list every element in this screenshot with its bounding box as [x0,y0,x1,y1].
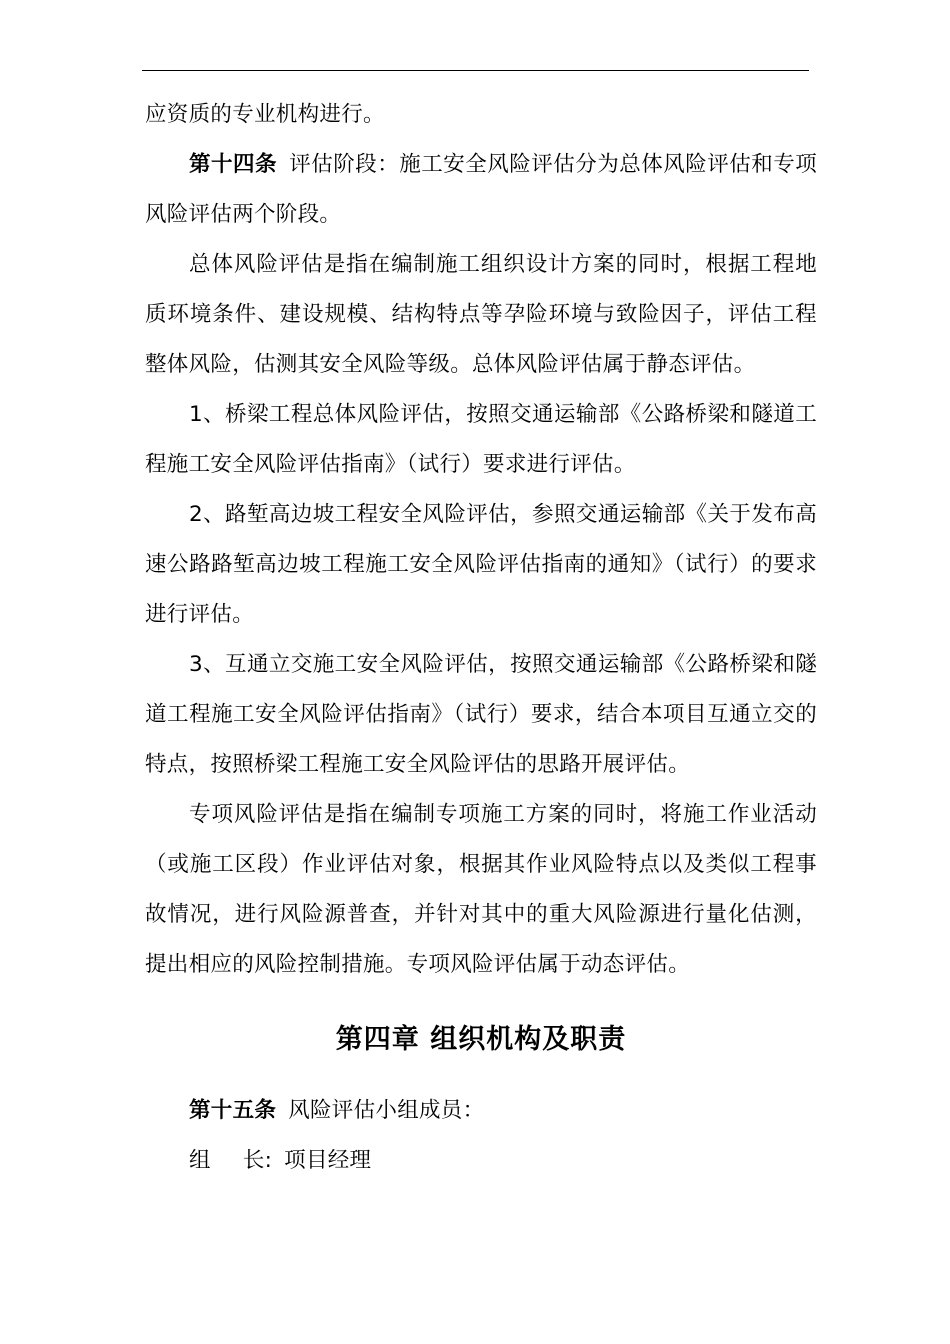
article-14-text: 评估阶段：施工安全风险评估分为总体风险评估和专项风险评估两个阶段。 [145,152,817,227]
article-14-paragraph [145,140,817,240]
list-item-2: 2、路堑高边坡工程安全风险评估，参照交通运输部《关于发布高速公路路堑高边坡工程施工安全风险评估指南的通知》（试行）的要求进行评估。 [145,502,817,627]
document-body [145,90,817,1186]
article-14-label: 第十四条 [189,152,277,177]
article-15-paragraph [145,1086,817,1136]
leader-role-char-2: 长: [242,1148,273,1173]
header-rule [142,70,809,71]
list-item-1: 1、桥梁工程总体风险评估，按照交通运输部《公路桥梁和隧道工程施工安全风险评估指南》（试行）要求进行评估。 [145,402,817,477]
team-leader-line [145,1136,817,1186]
leader-role-char-1: 组 [189,1148,211,1173]
article-15-text: 风险评估小组成员： [288,1098,485,1123]
leader-value: 项目经理 [284,1148,372,1173]
chapter-title: 第四章 组织机构及职责 [335,1024,627,1055]
overall-risk-paragraph: 总体风险评估是指在编制施工组织设计方案的同时，根据工程地质环境条件、建设规模、结构特点等孕险环境与致险因子，评估工程整体风险，估测其安全风险等级。总体风险评估属于静态评估。 [145,252,817,377]
article-15-label: 第十五条 [189,1098,277,1123]
continuation-paragraph: 应资质的专业机构进行。 [145,102,385,127]
special-risk-paragraph: 专项风险评估是指在编制专项施工方案的同时，将施工作业活动（或施工区段）作业评估对象，根据其作业风险特点以及类似工程事故情况，进行风险源普查，并针对其中的重大风险源进行量化估测，提出相应的风险控制措施。专项风险评估属于动态评估。 [145,802,817,977]
list-item-3: 3、互通立交施工安全风险评估，按照交通运输部《公路桥梁和隧道工程施工安全风险评估指南》（试行）要求，结合本项目互通立交的特点，按照桥梁工程施工安全风险评估的思路开展评估。 [145,652,817,777]
